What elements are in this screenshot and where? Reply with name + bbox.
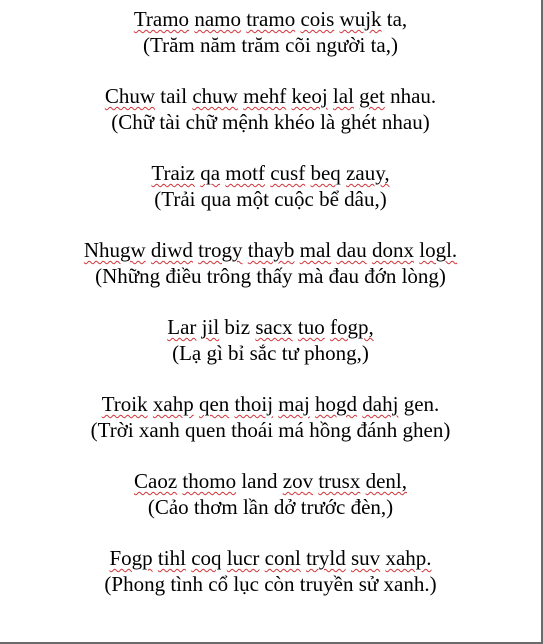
translation-verse-line: (Trải qua một cuộc bể dâu,) [154, 187, 387, 211]
stanza [0, 237, 541, 314]
misspelled-word: sacx [255, 315, 293, 339]
misspelled-word: conl [264, 546, 301, 570]
misspelled-word: suv [351, 546, 381, 570]
misspelled-word: thomo [182, 469, 237, 493]
misspelled-word: chuw [192, 84, 238, 108]
misspelled-word: qa [200, 161, 221, 185]
misspelled-word: Fogp [109, 546, 153, 570]
misspelled-word: Chuw [104, 84, 156, 108]
coded-verse-line [0, 468, 541, 494]
misspelled-word: zov [282, 469, 314, 493]
misspelled-word: xahp [152, 392, 194, 416]
misspelled-word: Lar [167, 315, 197, 339]
translation-verse-line: (Cảo thơm lần dở trước đèn,) [147, 495, 394, 519]
stanza [0, 314, 541, 391]
misspelled-word: get [359, 84, 385, 108]
translation-verse-line: (Trời xanh quen thoái má hồng đánh ghen) [90, 418, 451, 442]
coded-verse-line [0, 160, 541, 186]
misspelled-word: wujk [339, 7, 382, 31]
misspelled-word: beq [310, 161, 341, 185]
misspelled-word: tryld [306, 546, 346, 570]
word: gen. [403, 392, 440, 416]
stanza [0, 391, 541, 468]
misspelled-word: Troik [101, 392, 148, 416]
translation-verse-line: (Những điều trông thấy mà đau đớn lòng) [95, 264, 446, 288]
misspelled-word: mal [299, 238, 332, 262]
misspelled-word: dahj [362, 392, 399, 416]
misspelled-word: trogy [198, 238, 243, 262]
misspelled-word: keoj [291, 84, 328, 108]
misspelled-word: Tramo [133, 7, 190, 31]
misspelled-word: Traiz [151, 161, 195, 185]
misspelled-word: namo [194, 7, 241, 31]
stanza [0, 468, 541, 545]
word: nhau. [390, 84, 437, 108]
coded-verse-line [0, 314, 541, 340]
misspelled-word: thoij [234, 392, 274, 416]
word: tail [160, 84, 188, 108]
misspelled-word: tramo [246, 7, 296, 31]
coded-verse-line [0, 83, 541, 109]
misspelled-word: lal [332, 84, 354, 108]
misspelled-word: fogp, [330, 315, 374, 339]
misspelled-word: tuo [297, 315, 325, 339]
misspelled-word: lucr [226, 546, 260, 570]
translation-verse-line: (Trăm năm trăm cõi người ta,) [143, 33, 398, 57]
misspelled-word: maj [278, 392, 310, 416]
misspelled-word: motf [225, 161, 265, 185]
misspelled-word: tihl [157, 546, 186, 570]
word: biz [224, 315, 251, 339]
poem-body [0, 6, 541, 622]
word: land [241, 469, 278, 493]
misspelled-word: qen [198, 392, 230, 416]
stanza [0, 83, 541, 160]
translation-verse-line: (Lạ gì bỉ sắc tư phong,) [172, 341, 369, 365]
misspelled-word: xahp. [385, 546, 432, 570]
stanza [0, 160, 541, 237]
misspelled-word: jil [201, 315, 220, 339]
coded-verse-line [0, 545, 541, 571]
misspelled-word: denl, [365, 469, 407, 493]
misspelled-word: donx [371, 238, 414, 262]
misspelled-word: thayb [247, 238, 295, 262]
stanza [0, 6, 541, 83]
misspelled-word: cois [300, 7, 335, 31]
misspelled-word: Nhugw [83, 238, 146, 262]
stanza [0, 545, 541, 622]
translation-verse-line: (Chữ tài chữ mệnh khéo là ghét nhau) [111, 110, 430, 134]
misspelled-word: logl. [419, 238, 458, 262]
misspelled-word: diwd [150, 238, 193, 262]
coded-verse-line [0, 391, 541, 417]
misspelled-word: cusf [270, 161, 306, 185]
misspelled-word: trusx [318, 469, 361, 493]
coded-verse-line [0, 237, 541, 263]
misspelled-word: mehf [243, 84, 287, 108]
misspelled-word: coq [191, 546, 222, 570]
misspelled-word: dau [336, 238, 367, 262]
misspelled-word: Caoz [134, 469, 178, 493]
misspelled-word: hogd [315, 392, 358, 416]
word: ta, [386, 7, 408, 31]
coded-verse-line [0, 6, 541, 32]
translation-verse-line: (Phong tình cổ lục còn truyền sử xanh.) [104, 572, 437, 596]
misspelled-word: zauy, [346, 161, 390, 185]
